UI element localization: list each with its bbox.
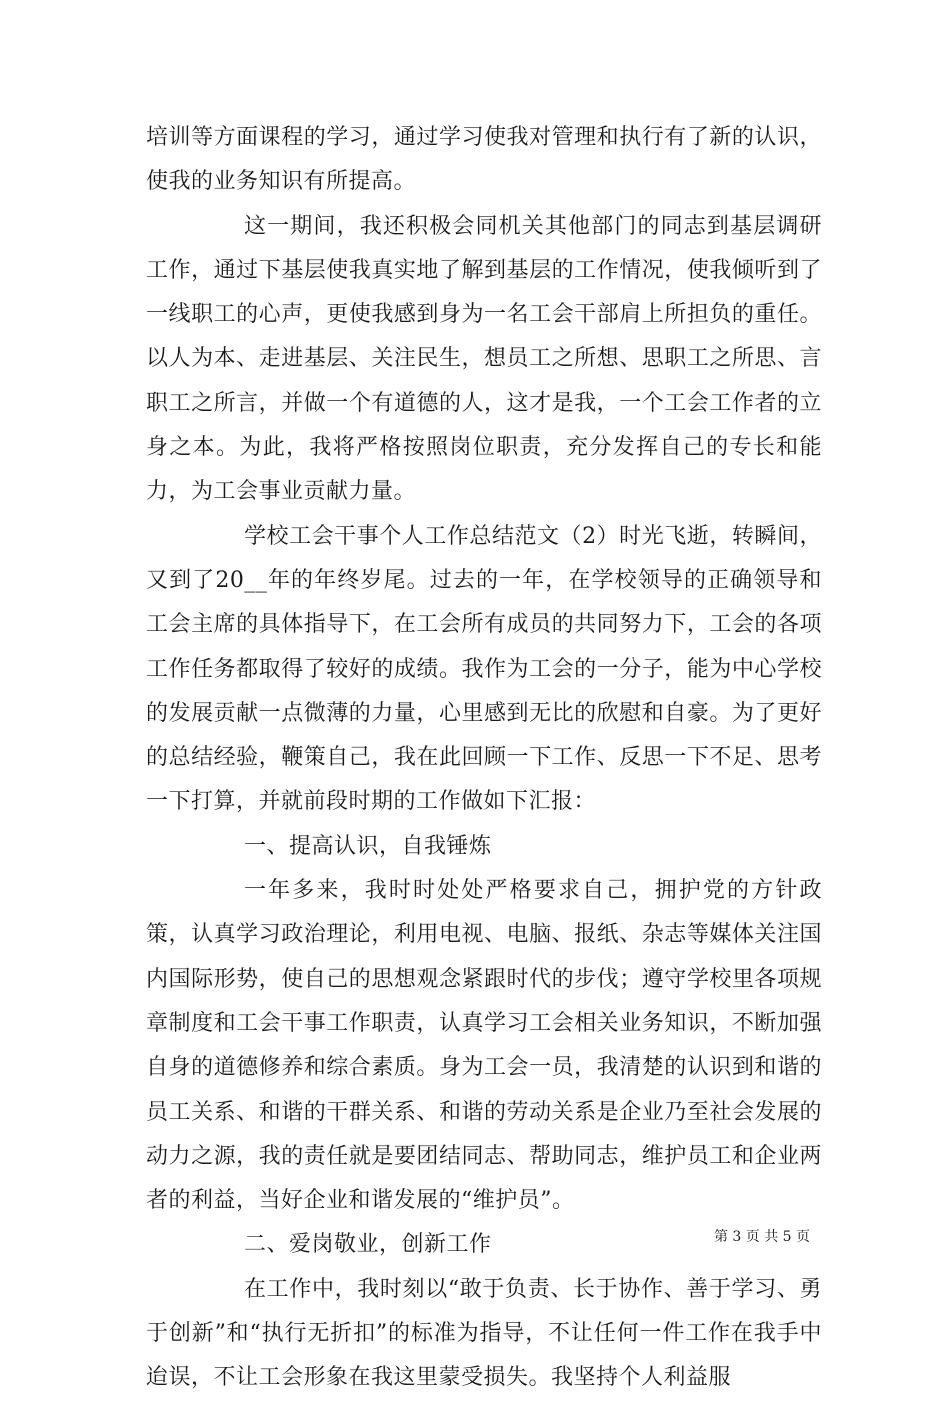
paragraph-3: 学校工会干事个人工作总结范文（2）时光飞逝，转瞬间，又到了20__年的年终岁尾。过去的一年，在学校领导的正确领导和工会主席的具体指导下，在工会所有成员的共同努力下，工会的各项工作任务都取得了较好的成绩。我作为工会的一分子，能为中心学校的发展贡献一点微薄的力量，心里感到无比的欣慰和自豪。为了更好的总结经验，鞭策自己，我在此回顾一下工作、反思一下不足、思考一下打算，并就前段时期的工作做如下汇报： (146, 523, 822, 815)
page-number-footer: 第 3 页 共 5 页 (713, 1229, 811, 1245)
paragraph-5: 在工作中，我时刻以“敢于负责、长于协作、善于学习、勇于创新”和“执行无折扣”的标准为指导，不让任何一件工作在我手中迨误，不让工会形象在我这里蒙受损失。我坚持个人利益服 (146, 1276, 822, 1391)
paragraph-4: 一年多来，我时时处处严格要求自己，拥护党的方针政策，认真学习政治理论，利用电视、电脑、报纸、杂志等媒体关注国内国际形势，使自己的思想观念紧跟时代的步伐；遵守学校里各项规章制度和工会干事工作职责，认真学习工会相关业务知识，不断加强自身的道德修养和综合素质。身为工会一员，我清楚的认识到和谐的员工关系、和谐的干群关系、和谐的劳动关系是企业乃至社会发展的动力之源，我的责任就是要团结同志、帮助同志，维护员工和企业两者的利益，当好企业和谐发展的“维护员”。 (146, 878, 822, 1214)
section-heading-1: 一、提高认识，自我锤炼 (244, 833, 492, 859)
paragraph-1: 培训等方面课程的学习，通过学习使我对管理和执行有了新的认识，使我的业务知识有所提高。 (146, 125, 822, 195)
section-heading-2: 二、爱岗敬业，创新工作 (244, 1232, 492, 1258)
paragraph-2: 这一期间，我还积极会同机关其他部门的同志到基层调研工作，通过下基层使我真实地了解到基层的工作情况，使我倾听到了一线职工的心声，更使我感到身为一名工会干部肩上所担负的重任。以人为本、走进基层、关注民生，想员工之所想、思职工之所思、言职工之所言，并做一个有道德的人，这才是我，一个工会工作者的立身之本。为此，我将严格按照岗位职责，充分发挥自己的专长和能力，为工会事业贡献力量。 (146, 213, 822, 505)
document-body (146, 116, 822, 1401)
